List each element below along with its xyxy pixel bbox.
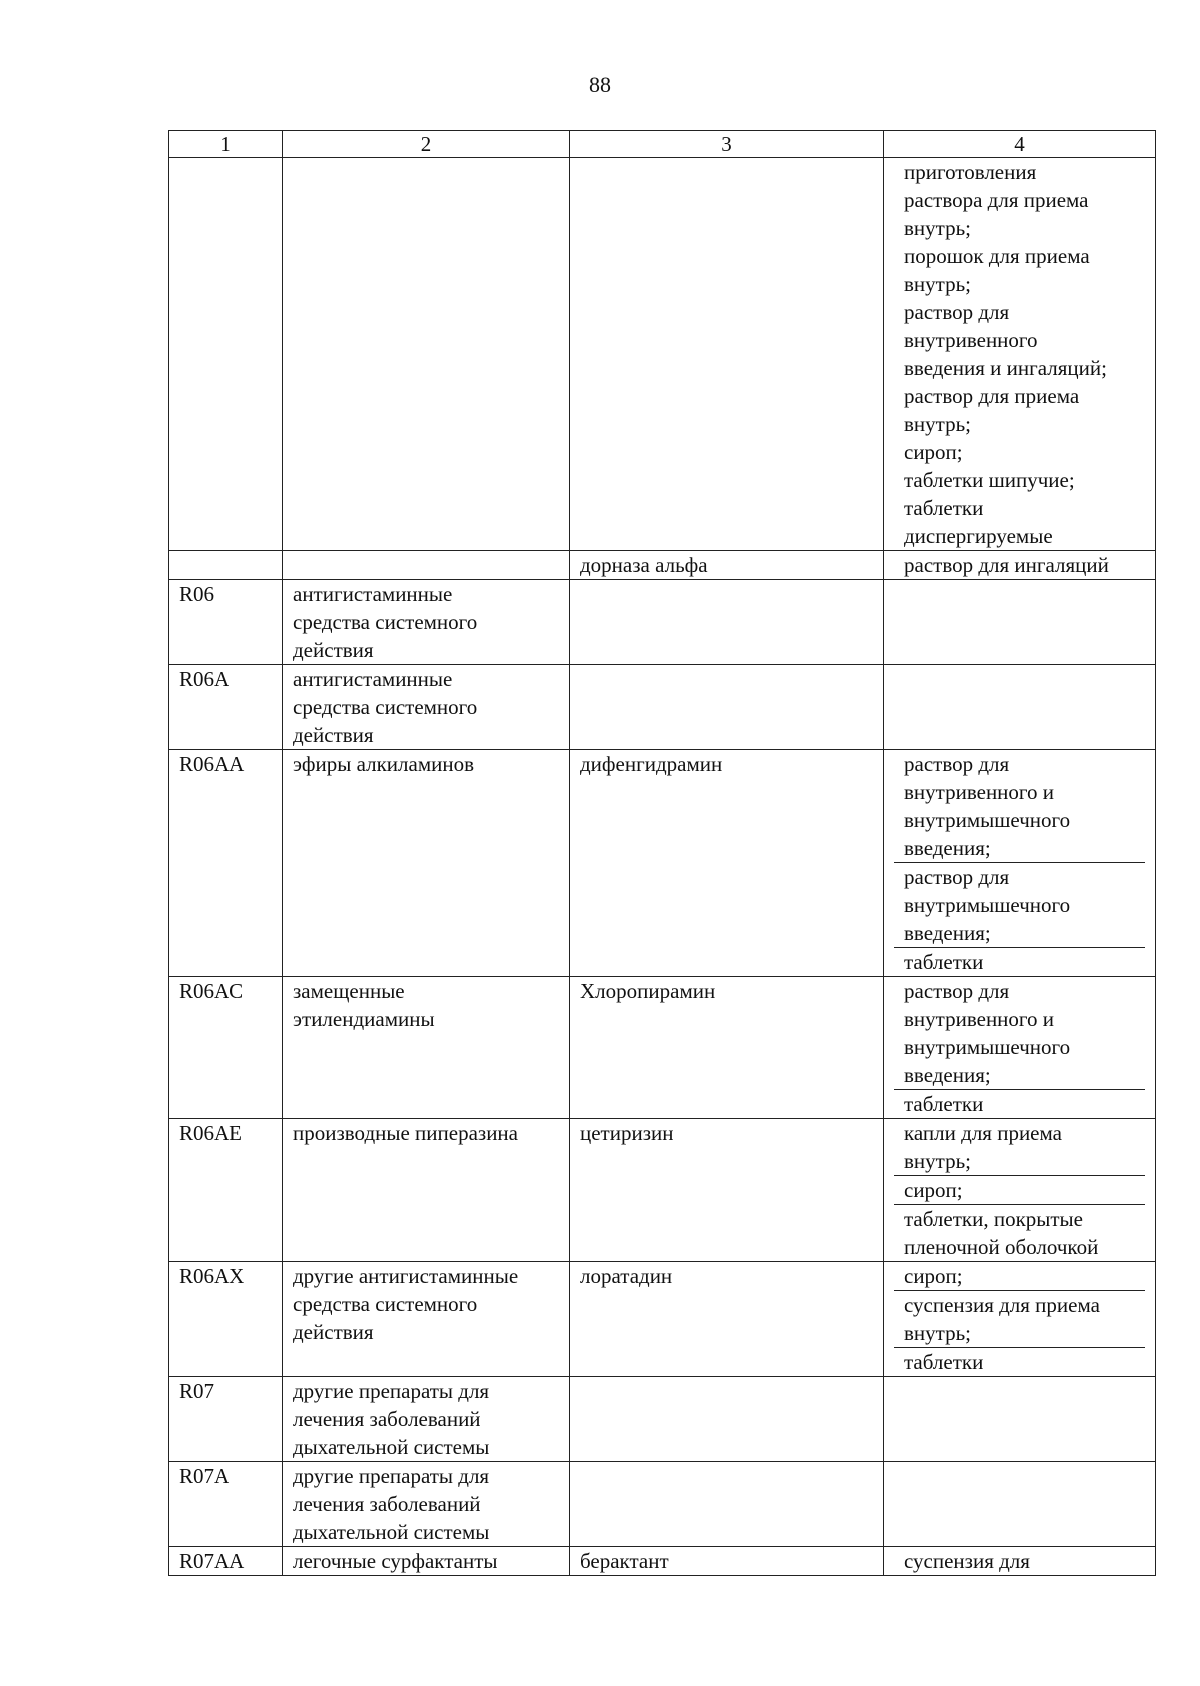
dosage-form-line: таблетки шипучие; — [904, 468, 1075, 492]
drug-name-cell — [570, 1462, 884, 1547]
group-name-cell — [283, 1262, 570, 1377]
group-name-line: легочные сурфактанты — [293, 1549, 498, 1573]
column-header-4: 4 — [884, 131, 1156, 158]
atc-code-cell: R06AA — [169, 750, 283, 977]
drug-name-cell — [570, 551, 884, 580]
table-row — [169, 1547, 1156, 1576]
group-name-line: средства системного — [293, 695, 478, 719]
dosage-form-line: введения и ингаляций; — [904, 356, 1107, 380]
group-name-line: замещенные — [293, 979, 405, 1003]
group-name-cell — [283, 1462, 570, 1547]
group-name-line: другие препараты для — [293, 1464, 490, 1488]
dosage-form-line: внутрь; — [904, 1321, 971, 1345]
dosage-form-line: капли для приема — [904, 1121, 1062, 1145]
group-name-cell — [283, 1119, 570, 1262]
table-row — [169, 1262, 1156, 1377]
atc-code-cell: R06 — [169, 580, 283, 665]
dosage-form-line: раствор для — [904, 979, 1010, 1003]
atc-code-cell: R07AA — [169, 1547, 283, 1576]
atc-code-cell: R06AE — [169, 1119, 283, 1262]
dosage-form — [894, 1119, 1145, 1175]
dosage-form-line: порошок для приема — [904, 244, 1090, 268]
atc-code-cell: R06AX — [169, 1262, 283, 1377]
dosage-form — [894, 1089, 1145, 1118]
drug-name-cell — [570, 1119, 884, 1262]
group-name-line: дыхательной системы — [293, 1435, 490, 1459]
page-number: 88 — [589, 72, 611, 97]
atc-code-cell: R06AC — [169, 977, 283, 1119]
group-name-line: другие антигистаминные — [293, 1264, 519, 1288]
dosage-form-line: внутримышечного — [904, 1035, 1071, 1059]
dosage-form-line: сироп; — [904, 1178, 963, 1202]
dosage-form-cell — [884, 1262, 1156, 1377]
dosage-form-line: раствор для приема — [904, 384, 1080, 408]
dosage-form-cell — [884, 158, 1156, 551]
dosage-form-cell — [884, 1547, 1156, 1576]
dosage-form-line: внутрь; — [904, 216, 971, 240]
atc-code-cell: R06A — [169, 665, 283, 750]
group-name-line: лечения заболеваний — [293, 1407, 481, 1431]
drug-name-line: Хлоропирамин — [580, 979, 716, 1003]
dosage-form-line: внутривенного — [904, 328, 1038, 352]
group-name-cell — [283, 580, 570, 665]
drug-name-line: дорназа альфа — [580, 553, 708, 577]
column-header-3: 3 — [570, 131, 884, 158]
dosage-form — [894, 1262, 1145, 1290]
group-name-line: действия — [293, 1320, 374, 1344]
dosage-form — [894, 1347, 1145, 1376]
group-name-line: действия — [293, 723, 374, 747]
drug-name-line: берактант — [580, 1549, 669, 1573]
dosage-form — [894, 1547, 1145, 1575]
dosage-form-line: раствор для — [904, 752, 1010, 776]
dosage-form-cell — [884, 551, 1156, 580]
dosage-form-line: таблетки — [904, 1092, 984, 1116]
drug-name-line: дифенгидрамин — [580, 752, 723, 776]
group-name-line: этилендиамины — [293, 1007, 435, 1031]
dosage-form-line: суспензия для — [904, 1549, 1030, 1573]
dosage-form-line: внутривенного и — [904, 1007, 1054, 1031]
group-name-line: лечения заболеваний — [293, 1492, 481, 1516]
drug-table — [168, 130, 1156, 1576]
group-name-cell — [283, 750, 570, 977]
dosage-form — [894, 158, 1145, 550]
atc-code-cell — [169, 551, 283, 580]
group-name-line: средства системного — [293, 1292, 478, 1316]
dosage-form — [894, 862, 1145, 947]
table-row — [169, 1377, 1156, 1462]
dosage-form-cell — [884, 665, 1156, 750]
drug-name-line: цетиризин — [580, 1121, 674, 1145]
table-row — [169, 1462, 1156, 1547]
dosage-form-line: внутримышечного — [904, 808, 1071, 832]
drug-name-cell — [570, 1377, 884, 1462]
dosage-form-line: раствор для — [904, 865, 1010, 889]
dosage-form — [894, 1290, 1145, 1347]
table-body — [169, 158, 1156, 1576]
dosage-form — [894, 1175, 1145, 1204]
drug-name-line: лоратадин — [580, 1264, 673, 1288]
group-name-cell — [283, 158, 570, 551]
dosage-form-line: таблетки — [904, 496, 984, 520]
dosage-form — [894, 750, 1145, 862]
atc-code-cell: R07A — [169, 1462, 283, 1547]
table-row — [169, 1119, 1156, 1262]
dosage-form-line: сироп; — [904, 1264, 963, 1288]
drug-name-cell — [570, 580, 884, 665]
drug-name-cell — [570, 750, 884, 977]
column-header-2: 2 — [283, 131, 570, 158]
table-row — [169, 750, 1156, 977]
group-name-line: производные пиперазина — [293, 1121, 518, 1145]
group-name-line: антигистаминные — [293, 582, 453, 606]
dosage-form-line: внутрь; — [904, 412, 971, 436]
group-name-cell — [283, 665, 570, 750]
dosage-form-cell — [884, 1462, 1156, 1547]
dosage-form-cell — [884, 1119, 1156, 1262]
dosage-form-line: раствор для ингаляций — [904, 553, 1109, 577]
dosage-form-line: раствора для приема — [904, 188, 1089, 212]
dosage-form-line: сироп; — [904, 440, 963, 464]
dosage-form-cell — [884, 580, 1156, 665]
atc-code-cell: R07 — [169, 1377, 283, 1462]
dosage-form-line: введения; — [904, 1063, 991, 1087]
dosage-form — [894, 947, 1145, 976]
group-name-line: антигистаминные — [293, 667, 453, 691]
dosage-form-line: внутримышечного — [904, 893, 1071, 917]
drug-name-cell — [570, 1262, 884, 1377]
dosage-form-cell — [884, 750, 1156, 977]
dosage-form-line: внутрь; — [904, 1149, 971, 1173]
column-header-1: 1 — [169, 131, 283, 158]
dosage-form — [894, 977, 1145, 1089]
group-name-line: эфиры алкиламинов — [293, 752, 475, 776]
table-row — [169, 977, 1156, 1119]
dosage-form — [894, 551, 1145, 579]
table-row — [169, 665, 1156, 750]
dosage-form-line: суспензия для приема — [904, 1293, 1100, 1317]
dosage-form — [894, 1204, 1145, 1261]
table-row — [169, 551, 1156, 580]
drug-name-cell — [570, 665, 884, 750]
dosage-form-cell — [884, 977, 1156, 1119]
dosage-form-line: введения; — [904, 836, 991, 860]
table-header-row — [169, 131, 1156, 158]
dosage-form-line: раствор для — [904, 300, 1010, 324]
dosage-form-cell — [884, 1377, 1156, 1462]
group-name-cell — [283, 1377, 570, 1462]
group-name-cell — [283, 1547, 570, 1576]
dosage-form-line: таблетки, покрытые — [904, 1207, 1083, 1231]
drug-name-cell — [570, 977, 884, 1119]
group-name-cell — [283, 551, 570, 580]
dosage-form-line: внутрь; — [904, 272, 971, 296]
atc-code-cell — [169, 158, 283, 551]
dosage-form-line: внутривенного и — [904, 780, 1054, 804]
group-name-cell — [283, 977, 570, 1119]
table-row — [169, 580, 1156, 665]
dosage-form-line: диспергируемые — [904, 524, 1053, 548]
drug-name-cell — [570, 1547, 884, 1576]
dosage-form-line: таблетки — [904, 1350, 984, 1374]
dosage-form-line: введения; — [904, 921, 991, 945]
dosage-form-line: приготовления — [904, 160, 1037, 184]
group-name-line: действия — [293, 638, 374, 662]
dosage-form-line: пленочной оболочкой — [904, 1235, 1099, 1259]
group-name-line: средства системного — [293, 610, 478, 634]
drug-name-cell — [570, 158, 884, 551]
group-name-line: дыхательной системы — [293, 1520, 490, 1544]
group-name-line: другие препараты для — [293, 1379, 490, 1403]
dosage-form-line: таблетки — [904, 950, 984, 974]
table-row — [169, 158, 1156, 551]
